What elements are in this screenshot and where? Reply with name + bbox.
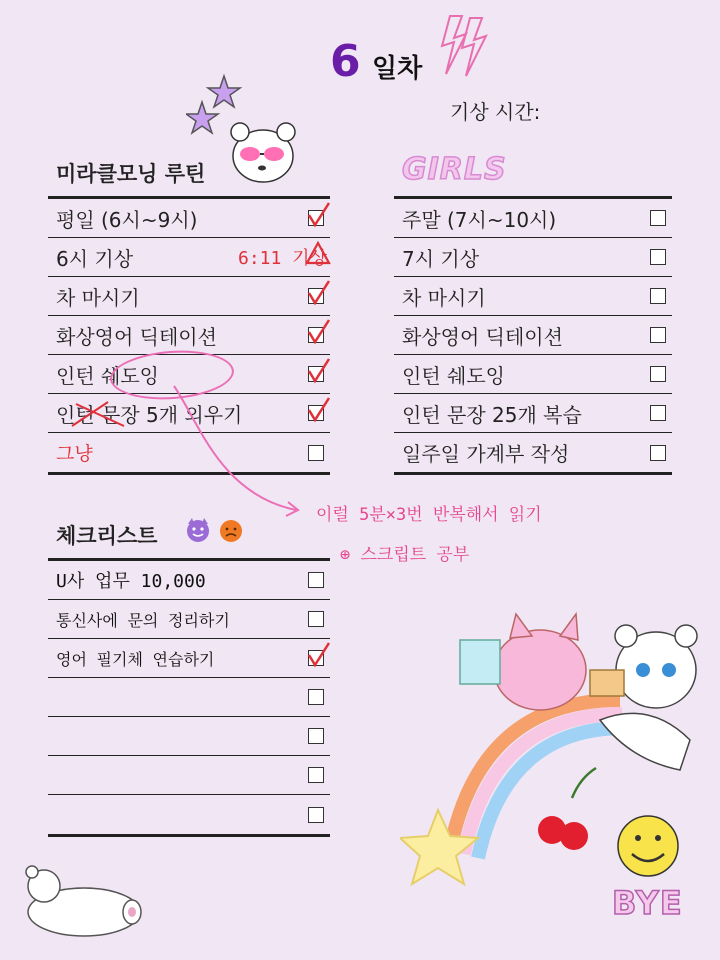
row-label: 주말 (7시~10시) [402, 207, 557, 232]
day-title: 일차 [372, 54, 423, 84]
list-item[interactable] [48, 199, 330, 238]
checkbox[interactable] [308, 210, 324, 226]
wake-time-label: 기상 시간: [450, 100, 541, 124]
checkbox[interactable] [308, 445, 324, 461]
row-label: 인턴 쉐도잉 [402, 363, 505, 388]
girls-routine-table [394, 196, 672, 475]
list-item[interactable] [48, 316, 330, 355]
row-label: 화상영어 딕테이션 [402, 324, 563, 349]
lightning-icon [440, 12, 488, 86]
checkbox[interactable] [308, 249, 324, 265]
row-label: 인턴 쉐도잉 [56, 363, 159, 388]
checkbox[interactable] [308, 728, 324, 744]
row-label: 일주일 가계부 작성 [402, 442, 570, 466]
checkbox[interactable] [650, 445, 666, 461]
list-item[interactable] [48, 717, 330, 756]
bear-sunglasses-sticker [226, 118, 300, 192]
checkbox[interactable] [308, 405, 324, 421]
list-item[interactable] [394, 316, 672, 355]
checkbox[interactable] [308, 767, 324, 783]
list-item[interactable] [48, 600, 330, 639]
checkbox[interactable] [308, 807, 324, 823]
lying-bear-sticker [20, 862, 146, 946]
row-label: 6시 기상 [56, 246, 134, 271]
list-item[interactable] [394, 199, 672, 238]
annotation-note-1: 이럴 5분×3번 반복해서 읽기 [316, 505, 542, 525]
list-item[interactable] [48, 756, 330, 795]
row-label: 차 마시기 [402, 285, 486, 310]
list-item[interactable] [48, 238, 330, 277]
checklist-title: 체크리스트 [56, 524, 158, 548]
list-item[interactable] [394, 355, 672, 394]
checkbox[interactable] [308, 572, 324, 588]
row-label: 영어 필기체 연습하기 [56, 649, 215, 669]
list-item[interactable] [48, 561, 330, 600]
bye-sticker: BYE [612, 884, 683, 922]
row-label: 화상영어 딕테이션 [56, 324, 217, 349]
checkbox[interactable] [650, 327, 666, 343]
row-label: 통신사에 문의 정리하기 [56, 610, 230, 630]
checkbox[interactable] [650, 210, 666, 226]
morning-routine-title: 미라클모닝 루틴 [56, 162, 206, 186]
row-label: 평일 (6시~9시) [56, 207, 198, 232]
arrow-annotation [170, 384, 310, 528]
checkbox[interactable] [650, 405, 666, 421]
rainbow-sticker [400, 610, 710, 914]
list-item[interactable] [394, 277, 672, 316]
annotation-note-2: ⊕ 스크립트 공부 [340, 545, 470, 565]
row-label: 인턴 문장 25개 복습 [402, 402, 582, 427]
checkbox[interactable] [650, 249, 666, 265]
list-item[interactable] [48, 795, 330, 834]
handwritten-note: 6:11 기상 [238, 248, 327, 269]
list-item[interactable] [48, 639, 330, 678]
checkbox[interactable] [308, 327, 324, 343]
list-item[interactable] [394, 394, 672, 433]
list-item[interactable] [394, 433, 672, 472]
girls-title: GIRLS [402, 152, 507, 187]
day-number: 6 [330, 36, 361, 87]
checkbox[interactable] [308, 689, 324, 705]
row-label: 차 마시기 [56, 285, 140, 310]
checkbox[interactable] [650, 366, 666, 382]
checkbox[interactable] [650, 288, 666, 304]
row-label: U사 업무 10,000 [56, 571, 206, 592]
frown-emoji-icon [218, 518, 244, 548]
checkbox[interactable] [308, 288, 324, 304]
checkbox[interactable] [308, 366, 324, 382]
list-item[interactable] [48, 678, 330, 717]
checkbox[interactable] [308, 611, 324, 627]
list-item[interactable] [48, 277, 330, 316]
row-label: 인턴 문장 5개 외우기 [56, 402, 243, 427]
handwritten-note: 그냥 [56, 443, 93, 465]
row-label: 7시 기상 [402, 246, 480, 271]
checklist-table [48, 558, 330, 837]
checkbox[interactable] [308, 650, 324, 666]
cross-out-mark [68, 396, 148, 434]
devil-emoji-icon [184, 516, 212, 548]
list-item[interactable] [394, 238, 672, 277]
